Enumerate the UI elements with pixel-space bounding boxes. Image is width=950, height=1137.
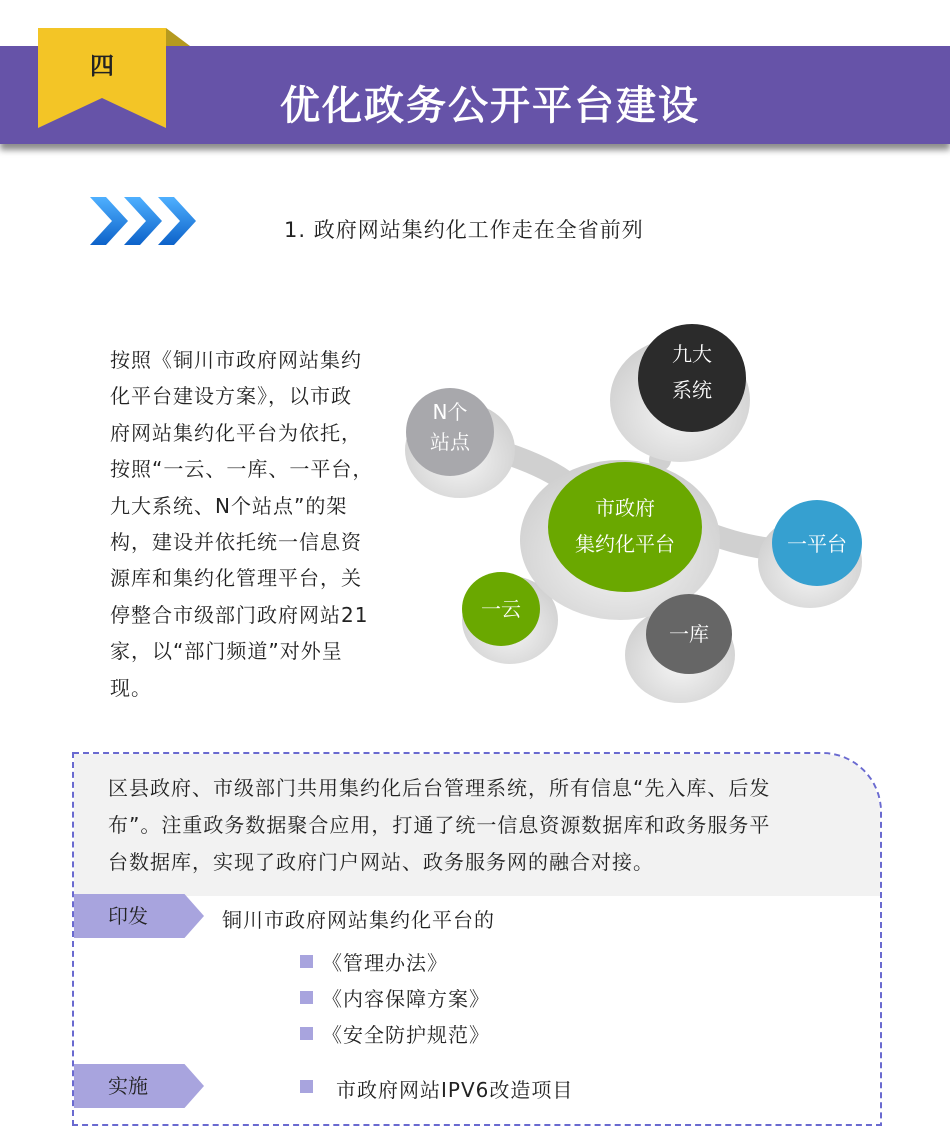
intro-line: 按照“一云、一库、一平台， xyxy=(110,457,374,482)
bullet-icon xyxy=(300,1027,313,1040)
info-line: 台数据库，实现了政府门户网站、政务服务网的融合对接。 xyxy=(108,850,654,874)
intro-line: 停整合市级部门政府网站21 xyxy=(110,602,369,627)
info-box-paragraph xyxy=(108,770,848,881)
bullet-icon xyxy=(300,1080,313,1093)
info-line: 布”。注重政务数据聚合应用，打通了统一信息资源数据库和政务服务平 xyxy=(108,813,771,837)
intro-line: 按照《铜川市政府网站集约 xyxy=(110,348,362,372)
issue-tag-label: 印发 xyxy=(108,904,148,928)
info-line: 区县政府、市级部门共用集约化后台管理系统，所有信息“先入库、后发 xyxy=(108,776,771,800)
intro-line: 府网站集约化平台为依托， xyxy=(110,420,362,445)
implement-text: 市政府网站IPV6改造项目 xyxy=(336,1078,574,1102)
intro-line: 构，建设并依托统一信息资 xyxy=(110,530,362,555)
platform-hub-diagram xyxy=(370,310,950,710)
intro-line: 家，以“部门频道”对外呈 xyxy=(110,639,343,664)
issue-item: 《内容保障方案》 xyxy=(322,987,490,1011)
node-cloud-label: 一云 xyxy=(481,597,521,621)
section-number: 四 xyxy=(90,52,114,80)
node-center-label: 市政府 xyxy=(595,496,655,520)
node-nine-systems-label: 系统 xyxy=(672,378,712,402)
intro-line: 源库和集约化管理平台，关 xyxy=(110,566,362,591)
node-n-sites-label: 站点 xyxy=(430,430,470,454)
node-n-sites-label: N个 xyxy=(432,400,468,424)
intro-line: 现。 xyxy=(110,675,152,700)
bullet-icon xyxy=(300,955,313,968)
issue-text: 铜川市政府网站集约化平台的 xyxy=(222,908,495,932)
section-title: 1. 政府网站集约化工作走在全省前列 xyxy=(284,218,644,242)
intro-line: 九大系统、N个站点”的架 xyxy=(110,493,348,518)
node-platform-label: 一平台 xyxy=(787,532,847,556)
intro-line: 化平台建设方案》，以市政 xyxy=(110,384,352,409)
page-title: 优化政务公开平台建设 xyxy=(280,83,700,129)
implement-tag-label: 实施 xyxy=(108,1074,148,1098)
triple-arrow-icon xyxy=(88,193,200,249)
node-library-label: 一库 xyxy=(669,622,709,646)
issue-item: 《管理办法》 xyxy=(322,951,448,975)
node-center-label: 集约化平台 xyxy=(575,532,675,556)
intro-paragraph xyxy=(110,342,390,706)
node-nine-systems-label: 九大 xyxy=(672,342,712,366)
tag-fold xyxy=(166,28,190,46)
bullet-icon xyxy=(300,991,313,1004)
issue-item: 《安全防护规范》 xyxy=(322,1023,490,1047)
